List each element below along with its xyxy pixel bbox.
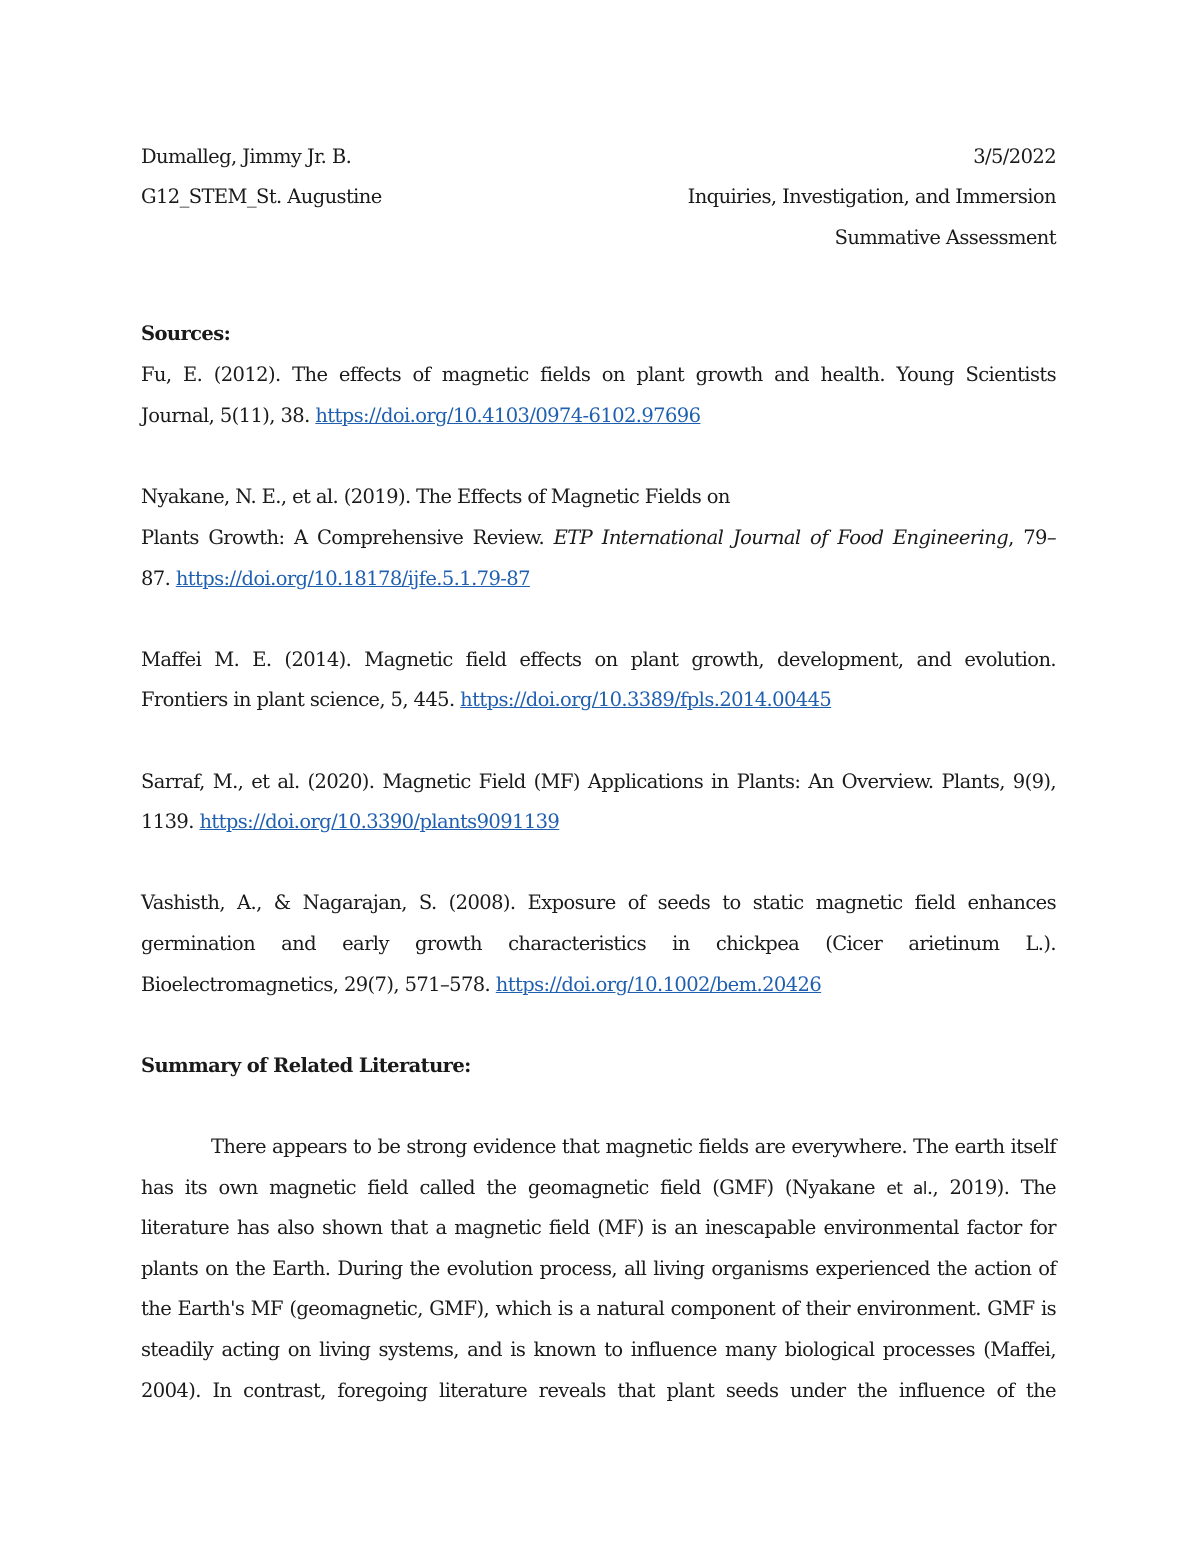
header-date-line xyxy=(141,145,1056,169)
ref2-line-3 xyxy=(141,567,1056,591)
ref4-line-1: Sarraf, M., et al. (2020). Magnetic Field (MF) Applications in Plants: An Overview. Plants, 9(9), xyxy=(141,770,1056,793)
ref1-line-1: Fu, E. (2012). The effects of magnetic fields on plant growth and health. Young Scientists xyxy=(141,363,1056,386)
student-section: G12_STEM_St. Augustine xyxy=(141,185,382,208)
ref1-line-2 xyxy=(141,404,1056,428)
ref4-doi-link[interactable]: https://doi.org/10.3390/plants9091139 xyxy=(199,810,560,833)
ref2-journal: ETP International Journal of Food Engineering xyxy=(553,526,1009,549)
ref3-citation-text: Frontiers in plant science, 5, 445. xyxy=(141,688,461,711)
sources-heading: Sources: xyxy=(141,322,231,345)
subject-title: Inquiries, Investigation, and Immersion xyxy=(687,185,1056,208)
student-name: Dumalleg, Jimmy Jr. B. xyxy=(141,145,352,168)
ref4-citation-text: 1139. xyxy=(141,810,200,833)
ref2-pages-start: , 79– xyxy=(1008,526,1056,549)
ref3-doi-link[interactable]: https://doi.org/10.3389/fpls.2014.00445 xyxy=(460,688,832,711)
header-subject-line xyxy=(141,185,1056,209)
summary-heading: Summary of Related Literature: xyxy=(141,1054,471,1077)
summary-line-2 xyxy=(141,1176,1056,1201)
summary-line-5: the Earth's MF (geomagnetic, GMF), which is a natural component of their environment. GMF is xyxy=(141,1297,1056,1320)
ref2-line-1: Nyakane, N. E., et al. (2019). The Effects of Magnetic Fields on xyxy=(141,485,730,508)
ref5-line-1: Vashisth, A., & Nagarajan, S. (2008). Exposure of seeds to static magnetic field enhances xyxy=(141,891,1056,914)
ref2-title: Plants Growth: A Comprehensive Review. xyxy=(141,526,554,549)
summary-line-1: There appears to be strong evidence that magnetic fields are everywhere. The earth itself xyxy=(211,1135,1056,1158)
ref5-doi-link[interactable]: https://doi.org/10.1002/bem.20426 xyxy=(495,973,822,996)
summary-line-2-etal: et al xyxy=(886,1179,927,1199)
summary-line-2-start: has its own magnetic field called the geomagnetic field (GMF) (Nyakane xyxy=(141,1176,887,1199)
ref5-line-3 xyxy=(141,973,1056,997)
header-line-3 xyxy=(141,226,1056,250)
ref1-doi-link[interactable]: https://doi.org/10.4103/0974-6102.97696 xyxy=(315,404,701,427)
ref3-line-2 xyxy=(141,688,1056,712)
assessment-title: Summative Assessment xyxy=(834,226,1056,249)
ref1-citation-text: Journal, 5(11), 38. xyxy=(141,404,316,427)
document-date: 3/5/2022 xyxy=(973,145,1056,168)
summary-line-4: plants on the Earth. During the evolution process, all living organisms experienced the action of xyxy=(141,1257,1056,1280)
summary-line-7: 2004). In contrast, foregoing literature reveals that plant seeds under the influence of the xyxy=(141,1379,1056,1402)
ref2-line-2 xyxy=(141,526,1056,550)
ref4-line-2 xyxy=(141,810,1056,834)
ref2-pages-end: 87. xyxy=(141,567,176,590)
summary-line-3: literature has also shown that a magnetic field (MF) is an inescapable environmental factor for xyxy=(141,1216,1056,1239)
ref3-line-1: Maffei M. E. (2014). Magnetic field effects on plant growth, development, and evolution. xyxy=(141,648,1056,671)
ref5-line-2: germination and early growth characteristics in chickpea (Cicer arietinum L.). xyxy=(141,932,1056,955)
summary-line-6: steadily acting on living systems, and is known to influence many biological processes (Maffei, xyxy=(141,1338,1056,1361)
summary-line-2-end: ., 2019). The xyxy=(926,1176,1056,1199)
ref2-doi-link[interactable]: https://doi.org/10.18178/ijfe.5.1.79-87 xyxy=(175,567,530,590)
ref5-citation-text: Bioelectromagnetics, 29(7), 571–578. xyxy=(141,973,496,996)
